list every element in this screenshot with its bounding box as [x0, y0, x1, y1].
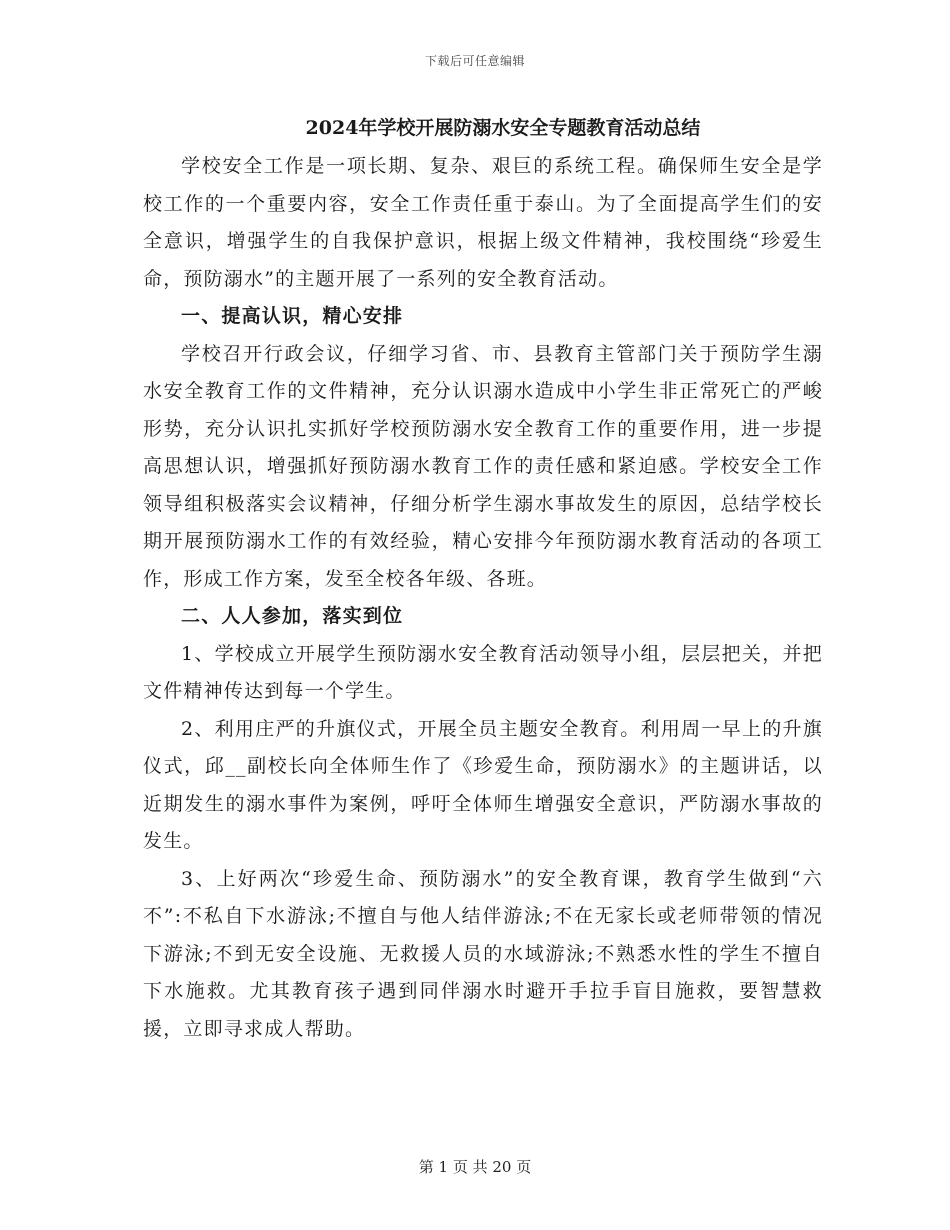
section-2-item-3: 3、上好两次“珍爱生命、预防溺水”的安全教育课，教育学生做到“六不”:不私自下水游泳;不擅自与他人结伴游泳;不在无家长或老师带领的情况下游泳;不到无安全设施、无救援人员的水域游泳;不熟悉水性的学生不擅自下水施救。尤其教育孩子遇到同伴溺水时避开手拉手盲目施救，要智慧救援，立即寻求成人帮助。 [143, 867, 823, 1040]
document-body [143, 114, 823, 1048]
page-number: 第 1 页 共 20 页 [418, 1158, 532, 1176]
document-title: 2024年学校开展防溺水安全专题教育活动总结 [305, 117, 701, 139]
section-2-item-1: 1、学校成立开展学生预防溺水安全教育活动领导小组，层层把关，并把文件精神传达到每一个学生。 [143, 642, 823, 702]
section-2-heading: 二、人人参加，落实到位 [181, 605, 404, 627]
section-1-paragraph: 学校召开行政会议，仔细学习省、市、县教育主管部门关于预防学生溺水安全教育工作的文件精神，充分认识溺水造成中小学生非正常死亡的严峻形势，充分认识扎实抓好学校预防溺水安全教育工作的重要作用，进一步提高思想认识，增强抓好预防溺水教育工作的责任感和紧迫感。学校安全工作领导组积极落实会议精神，仔细分析学生溺水事故发生的原因，总结学校长期开展预防溺水工作的有效经验，精心安排今年预防溺水教育活动的各项工作，形成工作方案，发至全校各年级、各班。 [143, 342, 823, 590]
page-header: 下载后可任意编辑 [424, 54, 525, 68]
section-2-item-2: 2、利用庄严的升旗仪式，开展全员主题安全教育。利用周一早上的升旗仪式，邱__副校长向全体师生作了《珍爱生命，预防溺水》的主题讲话，以近期发生的溺水事件为案例，呼吁全体师生增强安全意识，严防溺水事故的发生。 [143, 717, 823, 852]
section-1-heading: 一、提高认识，精心安排 [181, 305, 404, 327]
intro-paragraph: 学校安全工作是一项长期、复杂、艰巨的系统工程。确保师生安全是学校工作的一个重要内容，安全工作责任重于泰山。为了全面提高学生们的安全意识，增强学生的自我保护意识，根据上级文件精神，我校围绕“珍爱生命，预防溺水”的主题开展了一系列的安全教育活动。 [143, 155, 823, 290]
